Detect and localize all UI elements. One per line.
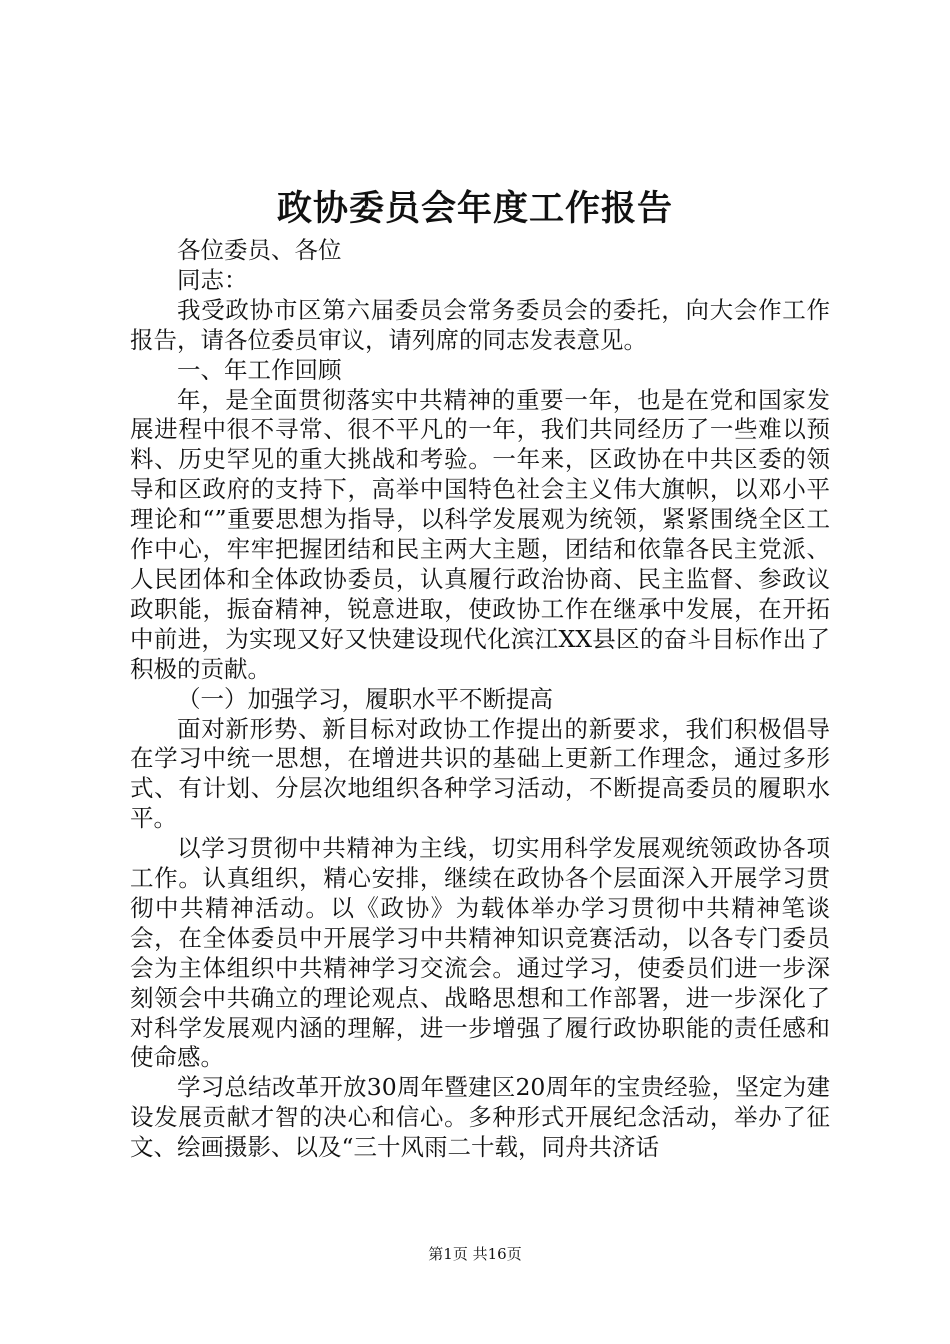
review-paragraph: 年，是全面贯彻落实中共精神的重要一年，也是在党和国家发展进程中很不寻常、很不平凡的一年，我们共同经历了一些难以预料、历史罕见的重大挑战和考验。一年来，区政协在中共区委的领导和区政府的支持下，高举中国特色社会主义伟大旗帜，以邓小平理论和“”重要思想为指导，以科学发展观为统领，紧紧围绕全区工作中心，牢牢把握团结和民主两大主题，团结和依靠各民主党派、人民团体和全体政协委员，认真履行政治协商、民主监督、参政议政职能，振奋精神，锐意进取，使政协工作在继承中发展，在开拓中前进，为实现又好又快建设现代化滨江XX县区的奋斗目标作出了积极的贡献。 — [130, 385, 830, 683]
mainline-paragraph: 以学习贯彻中共精神为主线，切实用科学发展观统领政协各项工作。认真组织，精心安排，继续在政协各个层面深入开展学习贯彻中共精神活动。以《政协》为载体举办学习贯彻中共精神笔谈会，在全体委员中开展学习中共精神知识竞赛活动，以各专门委员会为主体组织中共精神学习交流会。通过学习，使委员们进一步深刻领会中共确立的理论观点、战略思想和工作部署，进一步深化了对科学发展观内涵的理解，进一步增强了履行政协职能的责任感和使命感。 — [130, 834, 830, 1072]
anniversary-paragraph: 学习总结改革开放30周年暨建区20周年的宝贵经验，坚定为建设发展贡献才智的决心和信心。多种形式开展纪念活动，举办了征文、绘画摄影、以及“三十风雨二十载，同舟共济话 — [130, 1073, 830, 1162]
document-title: 政协委员会年度工作报告 — [276, 188, 673, 229]
document-body — [130, 236, 830, 1163]
study-paragraph: 面对新形势、新目标对政协工作提出的新要求，我们积极倡导在学习中统一思想，在增进共识的基础上更新工作理念，通过多形式、有计划、分层次地组织各种学习活动，不断提高委员的履职水平。 — [130, 714, 830, 833]
section-heading: 一、年工作回顾 — [177, 355, 342, 384]
intro-paragraph: 我受政协市区第六届委员会常务委员会的委托，向大会作工作报告，请各位委员审议，请列席的同志发表意见。 — [130, 295, 830, 354]
subsection-heading: （一）加强学习，履职水平不断提高 — [177, 684, 553, 713]
salutation-line-1: 各位委员、各位 — [177, 236, 342, 264]
page-number: 第1页 共16页 — [428, 1245, 522, 1263]
salutation-line-2: 同志： — [177, 265, 248, 294]
